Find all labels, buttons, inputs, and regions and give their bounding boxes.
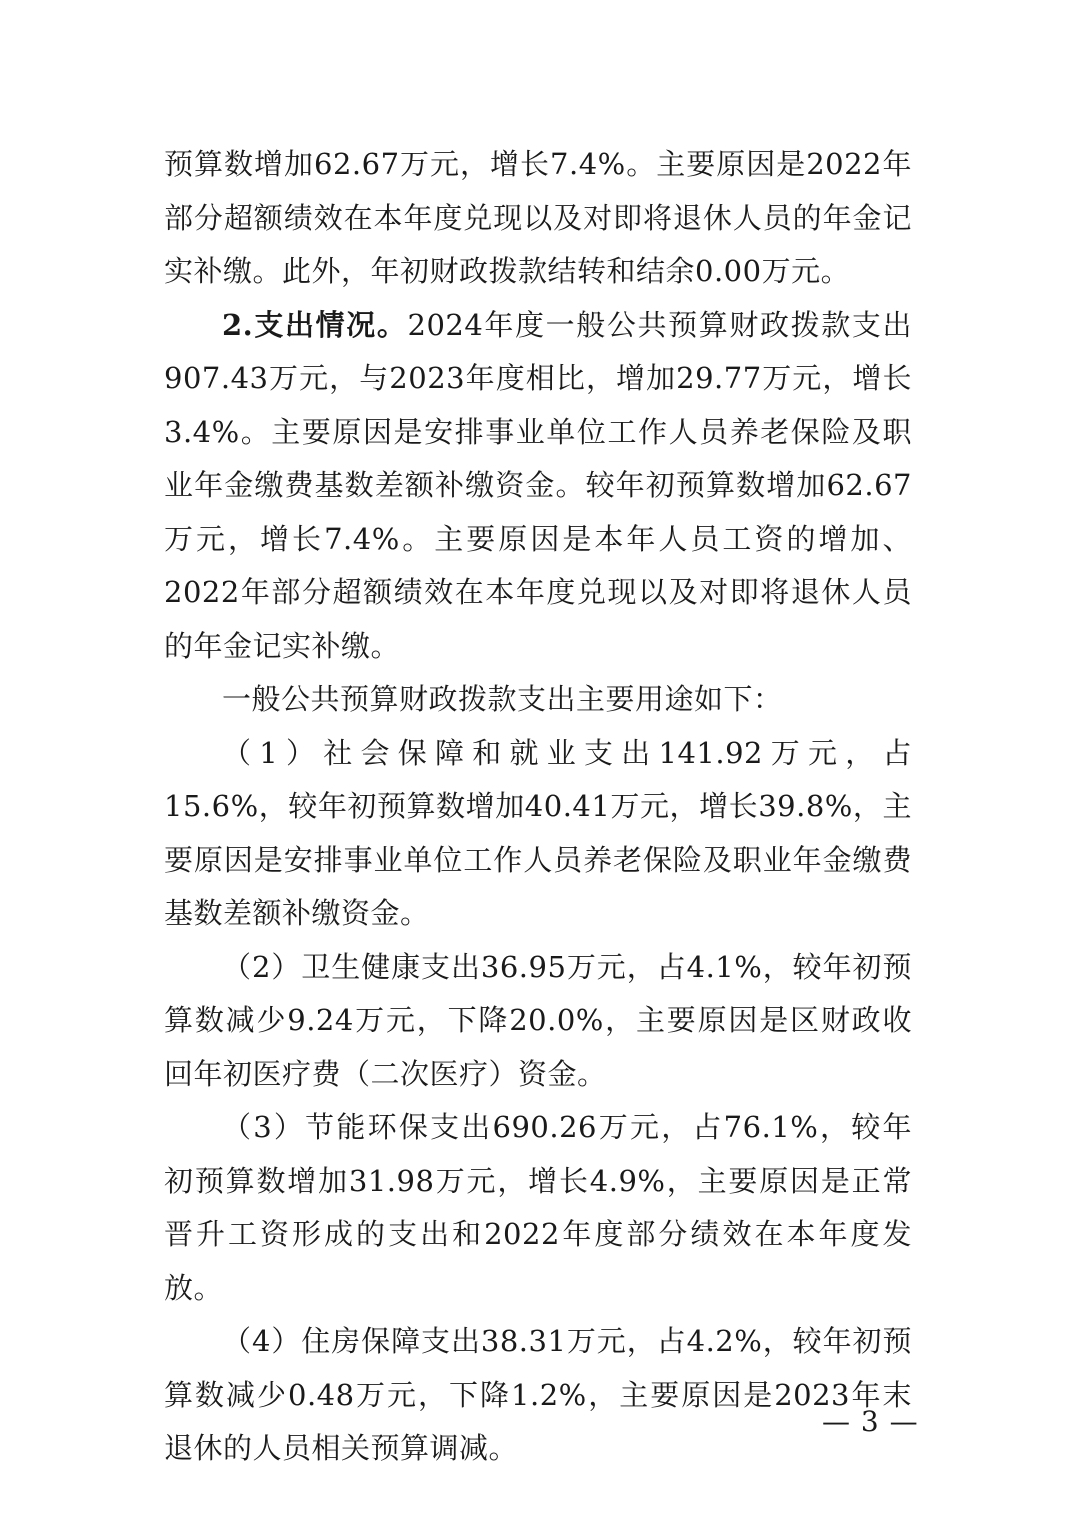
paragraph-text: （1）社会保障和就业支出141.92万元，占15.6%，较年初预算数增加40.41万元，增长39.8%，主要原因是安排事业单位工作人员养老保险及职业年金缴费基数差额补缴资金。 [164,735,912,930]
paragraph-item-housing [164,1315,919,1476]
paragraph-item-environment [164,1101,912,1315]
paragraph-text: 预算数增加62.67万元，增长7.4%。主要原因是2022年部分超额绩效在本年度兑现以及对即将退休人员的年金记实补缴。此外，年初财政拨款结转和结余0.00万元。 [164,147,912,288]
paragraph-text: 一般公共预算财政拨款支出主要用途如下： [222,682,783,716]
page-number: — 3 — [822,1405,919,1438]
paragraph-main-uses-intro [164,673,912,727]
paragraph-expenditure-overview [164,299,912,674]
document-body [164,138,919,1476]
paragraph-item-health [164,941,912,1102]
paragraph-text: （4）住房保障支出38.31万元，占4.2%，较年初预算数减少0.48万元，下降1.2%，主要原因是2023年末退休的人员相关预算调减。 [164,1324,912,1465]
paragraph-text: （3）节能环保支出690.26万元，占76.1%，较年初预算数增加31.98万元，增长4.9%，主要原因是正常晋升工资形成的支出和2022年度部分绩效在本年度发放。 [164,1110,912,1305]
paragraph-text: 2024年度一般公共预算财政拨款支出907.43万元，与2023年度相比，增加29.77万元，增长3.4%。主要原因是安排事业单位工作人员养老保险及职业年金缴费基数差额补缴资金。较年初预算数增加62.67万元，增长7.4%。主要原因是本年人员工资的增加、2022年部分超额绩效在本年度兑现以及对即将退休人员的年金记实补缴。 [164,307,912,663]
paragraph-item-social-security [164,727,912,941]
paragraph-text: （2）卫生健康支出36.95万元，占4.1%，较年初预算数减少9.24万元，下降20.0%，主要原因是区财政收回年初医疗费（二次医疗）资金。 [164,949,912,1091]
paragraph-budget-increase [164,138,912,299]
section-heading-expenditure: 2.支出情况。 [222,307,408,342]
